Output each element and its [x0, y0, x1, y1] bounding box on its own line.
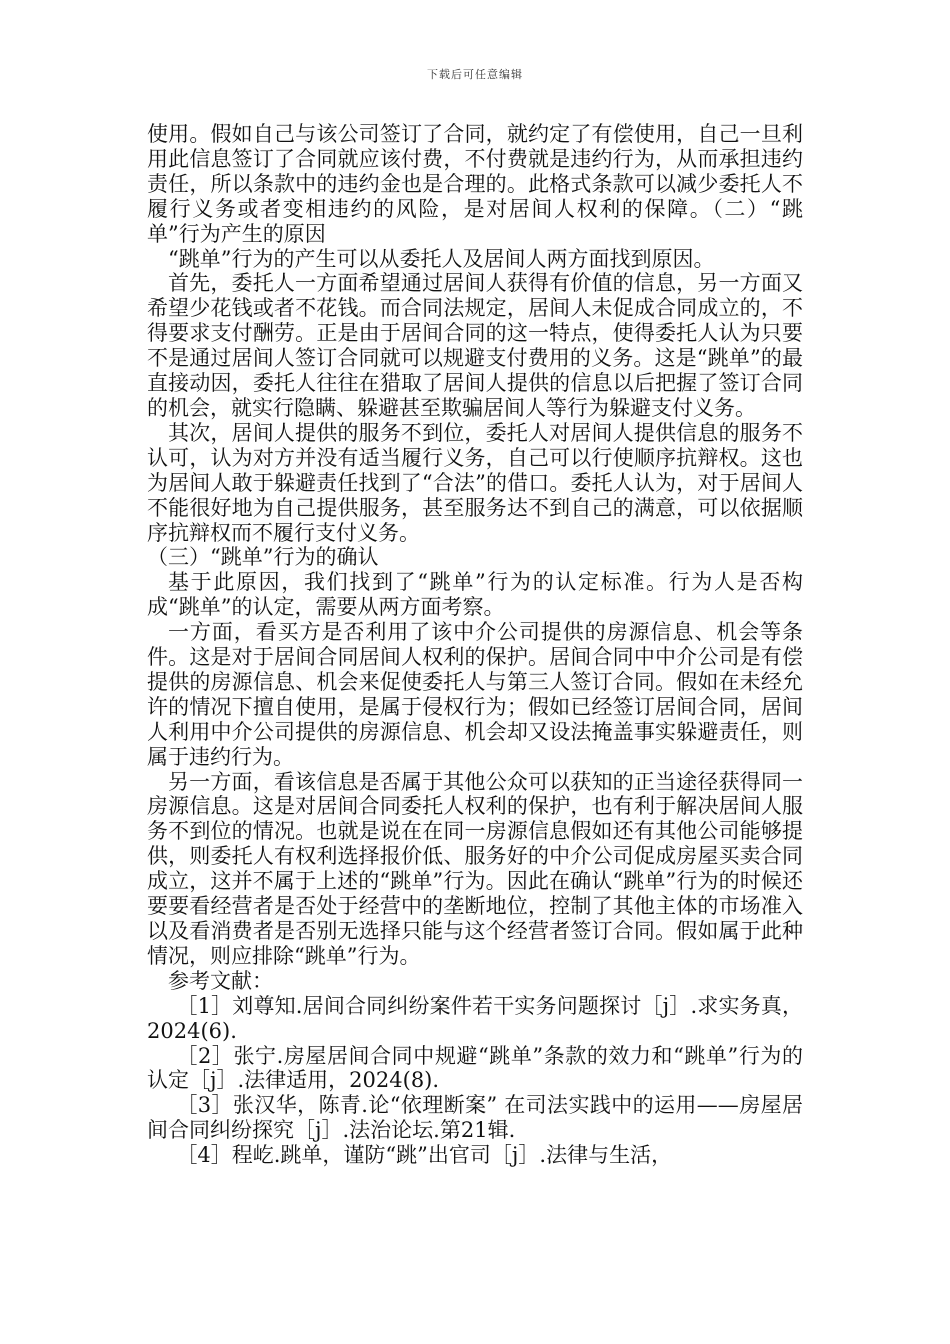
- reference-item: ［2］张宁.房屋居间合同中规避“跳单”条款的效力和“跳单”行为的认定［j］.法律适用，2024(8).: [147, 1043, 803, 1093]
- page-header: 下载后可任意编辑: [427, 68, 523, 81]
- paragraph-criteria: 基于此原因，我们找到了“跳单”行为的认定标准。行为人是否构成“跳单”的认定，需要从两方面考察。: [147, 570, 803, 620]
- reference-list: [147, 994, 803, 1168]
- paragraph-other-aspect: 另一方面，看该信息是否属于其他公众可以获知的正当途径获得同一房源信息。这是对居间合同委托人权利的保护，也有利于解决居间人服务不到位的情况。也就是说在在同一房源信息假如还有其他公司能够提供，则委托人有权利选择报价低、服务好的中介公司促成房屋买卖合同成立，这并不属于上述的“跳单”行为。因此在确认“跳单”行为的时候还要要看经营者是否处于经营中的垄断地位，控制了其他主体的市场准入以及看消费者是否别无选择只能与这个经营者签订合同。假如属于此种情况，则应排除“跳单”行为。: [147, 769, 803, 968]
- reference-item: ［1］刘尊知.居间合同纠纷案件若干实务问题探讨［j］.求实务真，2024(6).: [147, 993, 803, 1043]
- reference-item: ［4］程屹.跳单，谨防“跳”出官司［j］.法律与生活，: [176, 1143, 673, 1168]
- paragraph-second-cause: 其次，居间人提供的服务不到位，委托人对居间人提供信息的服务不认可，认为对方并没有适当履行义务，自己可以行使顺序抗辩权。这也为居间人敢于躲避责任找到了“合法”的借口。委托人认为，对于居间人不能很好地为自己提供服务，甚至服务达不到自己的满意，可以依据顺序抗辩权而不履行支付义务。: [147, 420, 803, 545]
- document-body: [147, 122, 803, 1168]
- section-heading-confirmation: （三）“跳单”行为的确认: [147, 545, 379, 570]
- paragraph-cause-intro: “跳单”行为的产生可以从委托人及居间人两方面找到原因。: [168, 246, 715, 271]
- paragraph-first-cause: 首先，委托人一方面希望通过居间人获得有价值的信息，另一方面又希望少花钱或者不花钱。而合同法规定，居间人未促成合同成立的，不得要求支付酬劳。正是由于居间合同的这一特点，使得委托人认为只要不是通过居间人签订合同就可以规避支付费用的义务。这是“跳单”的最直接动因，委托人往往在猎取了居间人提供的信息以后把握了签订合同的机会，就实行隐瞒、躲避甚至欺骗居间人等行为躲避支付义务。: [147, 271, 803, 420]
- paragraph-one-aspect: 一方面，看买方是否利用了该中介公司提供的房源信息、机会等条件。这是对于居间合同居间人权利的保护。居间合同中中介公司是有偿提供的房源信息、机会来促使委托人与第三人签订合同。假如在未经允许的情况下擅自使用，是属于侵权行为；假如已经签订居间合同，居间人利用中介公司提供的房源信息、机会却又设法掩盖事实躲避责任，则属于违约行为。: [147, 620, 803, 769]
- paragraph-continuation: 使用。假如自己与该公司签订了合同，就约定了有偿使用，自己一旦利用此信息签订了合同就应该付费，不付费就是违约行为，从而承担违约责任，所以条款中的违约金也是合理的。此格式条款可以减少委托人不履行义务或者变相违约的风险，是对居间人权利的保障。（二）“跳单”行为产生的原因: [147, 122, 803, 246]
- references-heading: 参考文献：: [168, 968, 273, 993]
- reference-item: ［3］张汉华，陈青.论“依理断案” 在司法实践中的运用——房屋居间合同纠纷探究［j］.法治论坛.第21辑.: [147, 1093, 803, 1143]
